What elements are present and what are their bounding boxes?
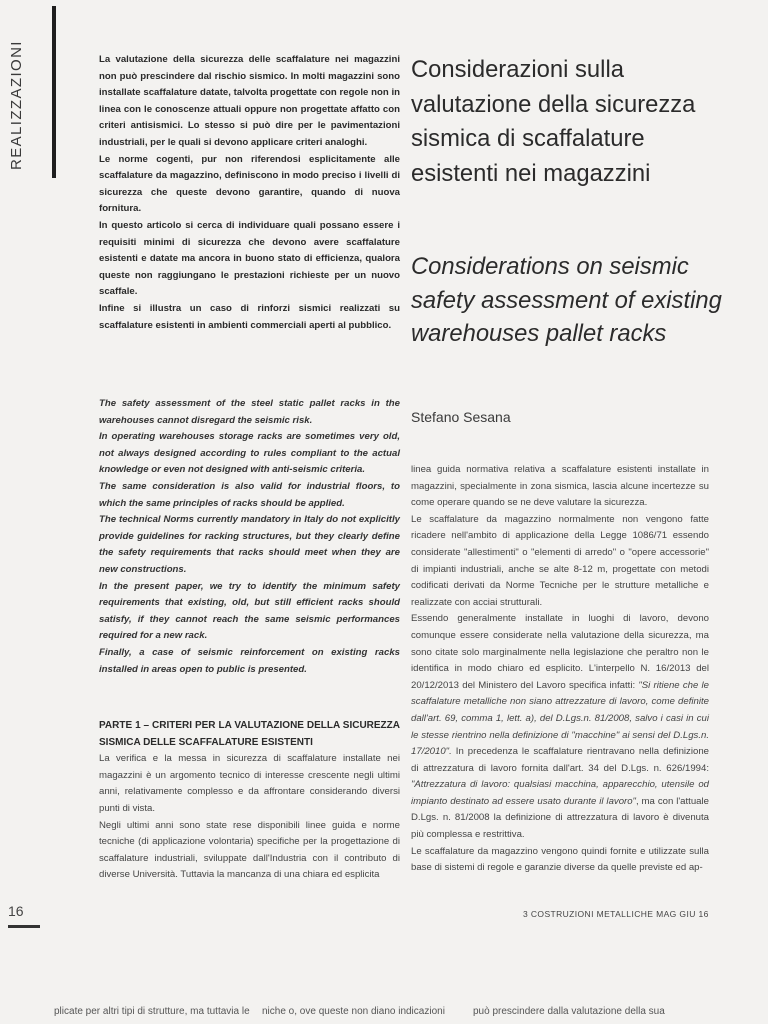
title-english: Considerations on seismic safety assessment of existing warehouses pallet racks (411, 253, 722, 347)
abstract-it-paragraph: In questo articolo si cerca di individuare quali possano essere i requisiti minimi di sicurezza che devono avere scaffalature esistenti e datate ma ancora in buono stato di efficienza, qualora queste non raggiungano le prestazioni richieste per un nuovo scaffale. (99, 219, 400, 298)
parte-1-paragraph: Negli ultimi anni sono state rese disponibili linee guida e norme tecniche (di applicazione volontaria) specifiche per la progettazione di scaffalature industriali, sviluppate dall'Industria con il contributo di diverse Università. Tuttavia la mancanza di una chiara ed esplicita (99, 819, 400, 881)
abstract-en-paragraph: The technical Norms currently mandatory in Italy do not explicitly provide guidelines for racking structures, but they clearly define the safety requirements that racks should meet when they are new constructions. (99, 514, 400, 575)
abstract-en-paragraph: The safety assessment of the steel static pallet racks in the warehouses cannot disregard the seismic risk. (99, 398, 400, 426)
side-rule (52, 6, 56, 178)
body-paragraph (411, 611, 709, 843)
title-italian: Considerazioni sulla valutazione della sicurezza sismica di scaffalature esistenti nei magazzini (411, 56, 696, 187)
abstract-italian (99, 52, 400, 334)
body-text: In precedenza le scaffalature rientravano nella definizione di attrezzatura di lavoro fornita dall'art. 34 del D.Lgs. n. 626/1994: (411, 746, 709, 774)
next-page-bleed-text: può prescindere dalla valutazione della sua (473, 1006, 665, 1017)
abstract-en-paragraph: In operating warehouses storage racks are sometimes very old, not always designed according to rules compliant to the actual knowledge or even not designed with anti-seismic criteria. (99, 431, 400, 476)
legal-quote: "Si ritiene che le scaffalature metalliche non siano attrezzature di lavoro, come definite dall'art. 69, comma 1, lett. a), del D.Lgs.n. 81/2008, salvo i casi in cui le stesse rientrino nella definizione di "macchine" ai sensi del D.Lgs.n. 17/2010". (411, 679, 710, 758)
body-text: , ma con l'attuale D.Lgs. n. 81/2008 la definizione di attrezzatura di lavoro è divenuta più complessa e restrittiva. (411, 795, 709, 841)
parte-1-paragraph: La verifica e la messa in sicurezza di scaffalature installate nei magazzini è un argomento tecnico di interesse crescente negli ultimi anni, relativamente complesso e da affrontare considerando diversi punti di vista. (99, 753, 400, 814)
body-paragraph: Le scaffalature da magazzino normalmente non vengono fatte ricadere nell'ambito di applicazione della Legge 1086/71 essendo considerate "allestimenti" o "elementi di arredo" o "opere accessorie" di impianti industriali, anche se alte 8-12 m, progettate con metodi codificati derivati da Norme Tecniche per le strutture metalliche e realizzate con acciai strutturali. (411, 513, 709, 608)
body-text-right (411, 462, 709, 877)
abstract-it-paragraph: Le norme cogenti, pur non riferendosi esplicitamente alle scaffalature da magazzino, definiscono in modo preciso i livelli di sicurezza che queste devono garantire, quando di nuova fornitura. (99, 153, 400, 215)
next-page-bleed-text: plicate per altri tipi di strutture, ma tuttavia le (54, 1006, 250, 1017)
parte-1-heading: PARTE 1 – CRITERI PER LA VALUTAZIONE DELLA SICUREZZA SISMICA DELLE SCAFFALATURE ESISTENTI (99, 720, 400, 748)
body-text: Essendo generalmente installate in luoghi di lavoro, devono comunque essere considerate nella valutazione della sicurezza, ma sono citate solo marginalmente nella legislazione che peraltro non le identifica in modo chiaro ed esplicito. L'interpello N. 16/2013 del 20/12/2013 del Ministero del Lavoro specifica infatti: (411, 613, 709, 691)
abstract-english (99, 396, 400, 678)
abstract-en-paragraph: Finally, a case of seismic reinforcement on existing racks installed in areas open to public is presented. (99, 646, 400, 675)
abstract-it-paragraph: La valutazione della sicurezza delle scaffalature nei magazzini non può prescindere dal rischio sismico. In molti magazzini sono installate scaffalature datate, talvolta progettate con regole non in linea con le conoscenze attuali oppure non progettate affatto con criteri antisismici. Lo stesso si può dire per le pavimentazioni industriali, per le quali si devono applicare criteri analoghi. (99, 54, 400, 148)
section-tag: REALIZZAZIONI (8, 40, 25, 170)
abstract-it-paragraph: Infine si illustra un caso di rinforzi sismici realizzati su scaffalature esistenti in ambienti commerciali aperti al pubblico. (99, 302, 400, 331)
parte-1-section (99, 718, 400, 884)
body-paragraph: Le scaffalature da magazzino vengono quindi fornite e utilizzate sulla base di sistemi di regole e garanzie diverse da quelle previste ed ap- (411, 845, 709, 874)
abstract-en-paragraph: In the present paper, we try to identify the minimum safety requirements that existing, old, but still efficient racks should satisfy, if they cannot reach the same seismic performances required for a new rack. (99, 580, 400, 642)
abstract-en-paragraph: The same consideration is also valid for industrial floors, to which the same principles of racks should be applied. (99, 480, 400, 509)
body-paragraph: linea guida normativa relativa a scaffalature esistenti installate in magazzini, specialmente in zona sismica, lascia alcune incertezze su come operare quando se ne deve valutare la sicurezza. (411, 464, 709, 509)
author-name: Stefano Sesana (411, 409, 511, 425)
page-number-rule (8, 925, 40, 928)
next-page-bleed-text: niche o, ove queste non diano indicazioni (262, 1006, 445, 1017)
legal-quote: "Attrezzatura di lavoro: qualsiasi macchina, apparecchio, utensile od impianto destinato ad essere usato durante il lavoro" (411, 779, 709, 807)
page-number: 16 (8, 903, 24, 919)
running-footer: 3 COSTRUZIONI METALLICHE MAG GIU 16 (523, 909, 709, 919)
